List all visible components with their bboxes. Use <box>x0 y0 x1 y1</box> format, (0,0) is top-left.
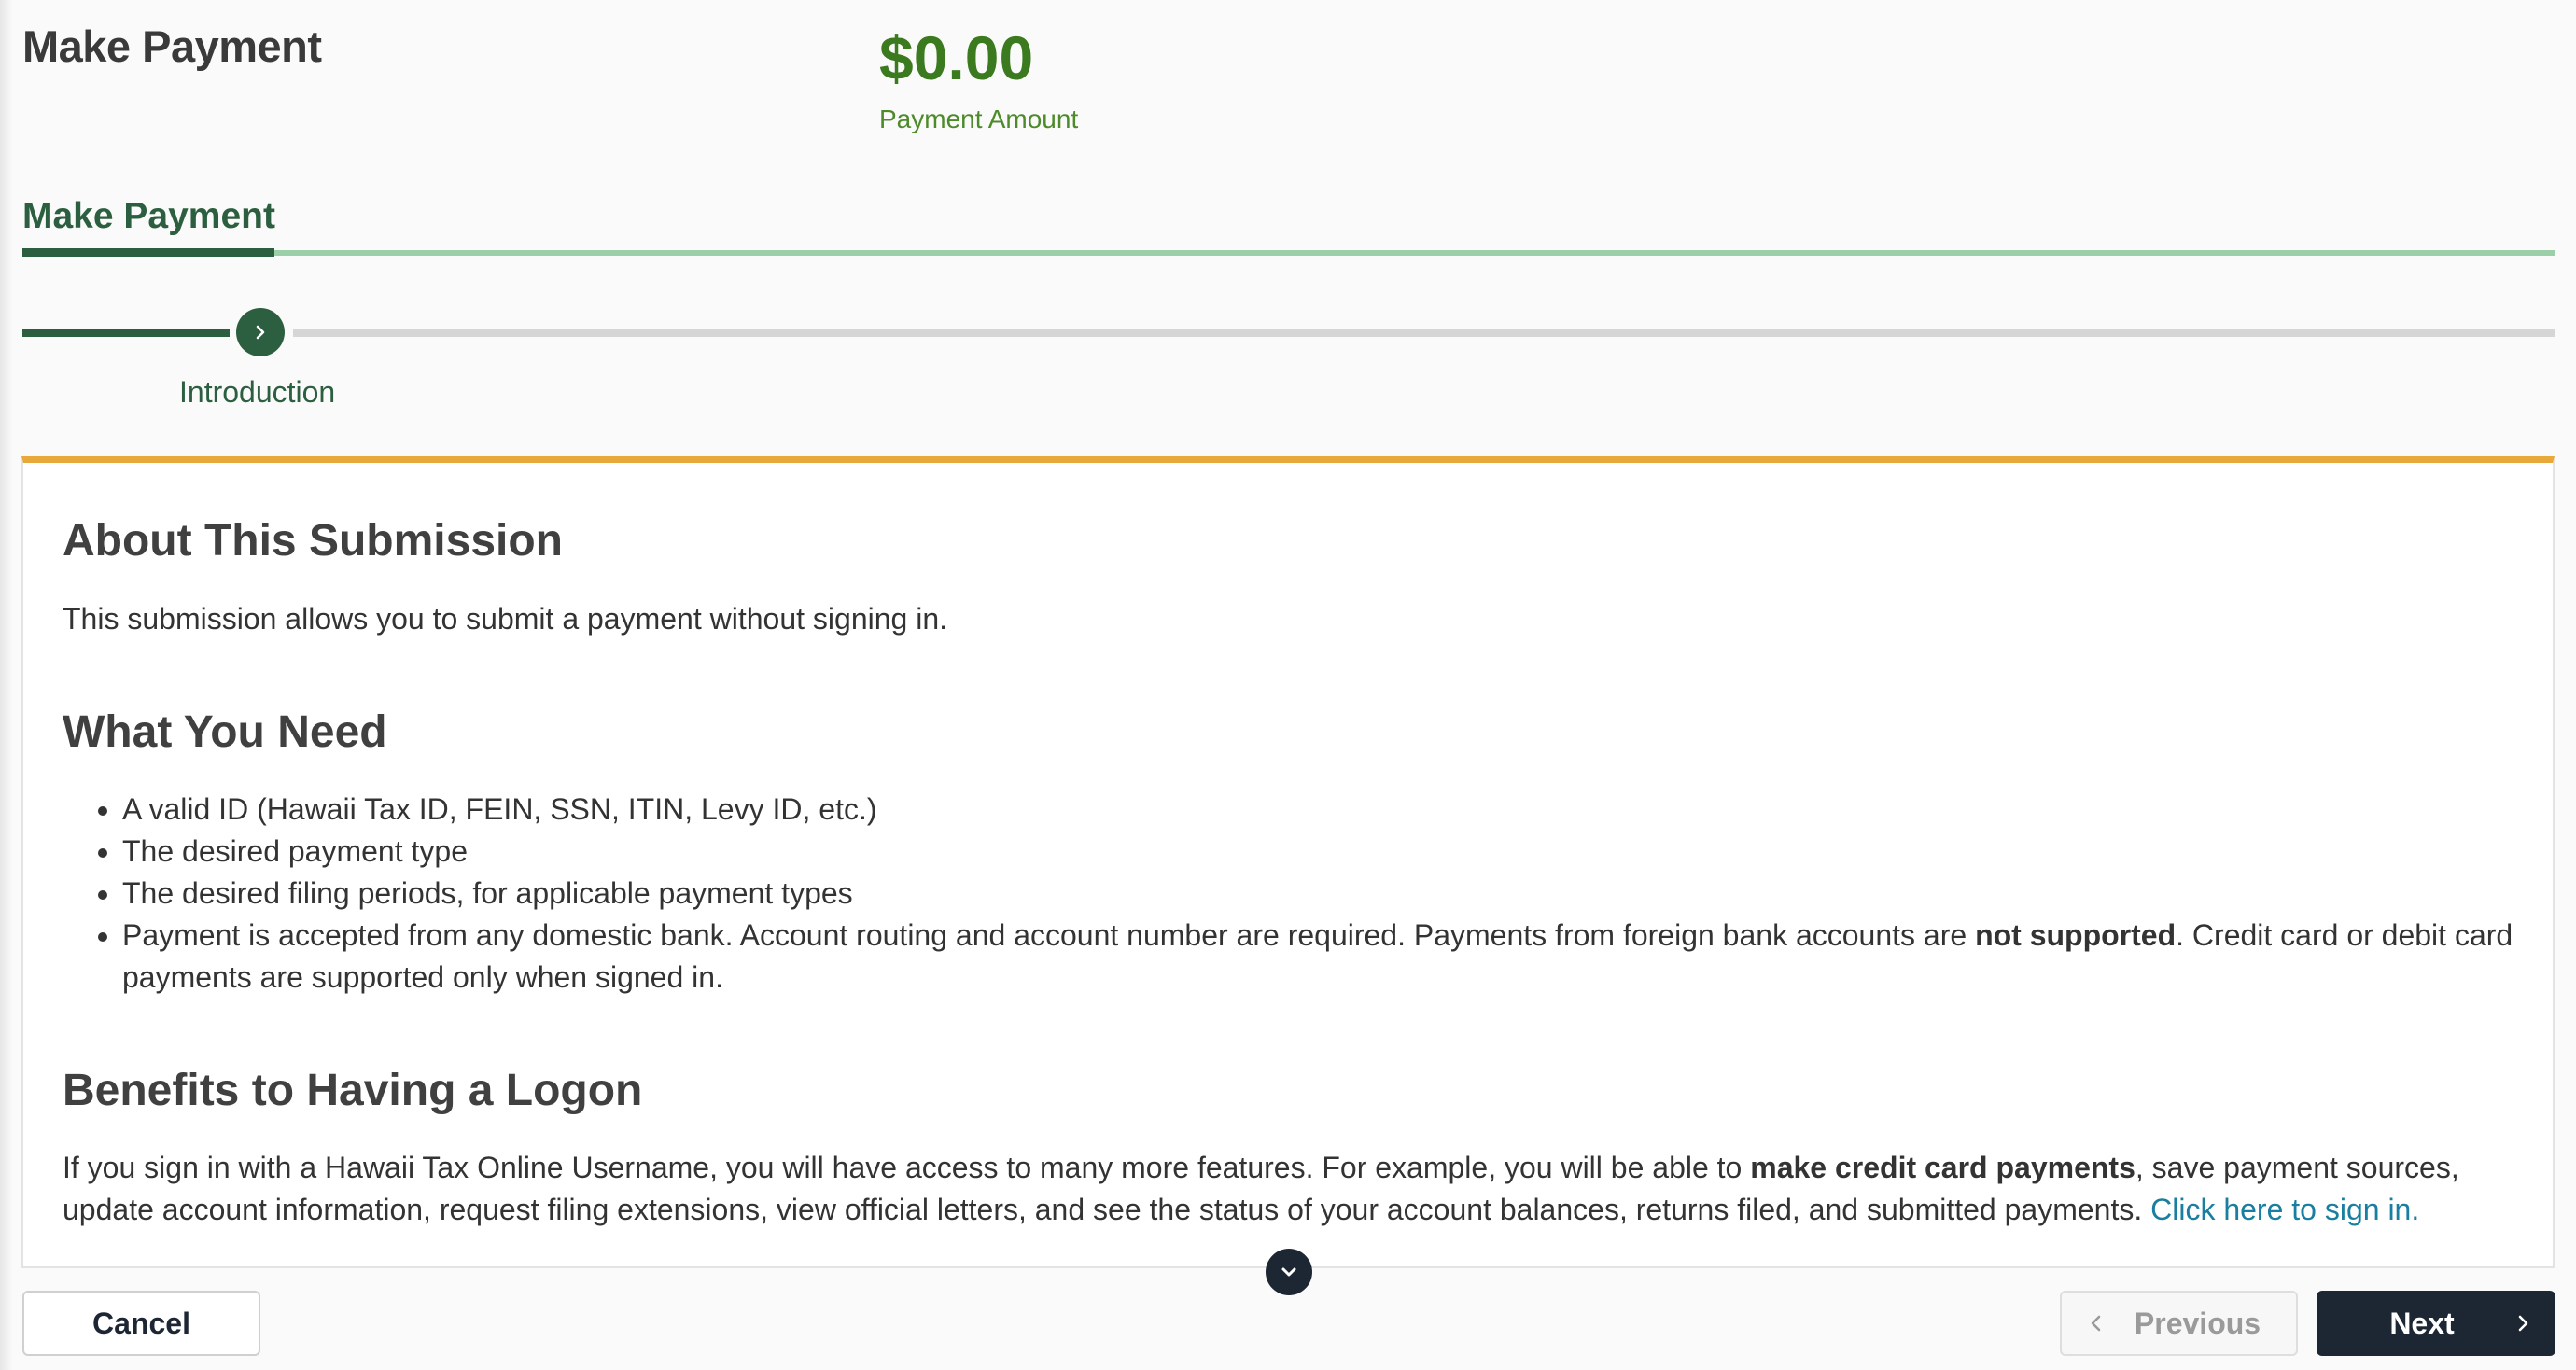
previous-button[interactable] <box>2060 1291 2298 1356</box>
chevron-left-icon <box>2088 1293 2105 1354</box>
emphasis-credit-card: make credit card payments <box>1750 1151 2135 1184</box>
requirements-list <box>63 789 2549 999</box>
sign-in-link[interactable]: Click here to sign in. <box>2150 1193 2420 1226</box>
chevron-down-icon <box>1279 1262 1299 1282</box>
emphasis-not-supported: not supported <box>1975 918 2177 952</box>
benefits-text-part: If you sign in with a Hawaii Tax Online Username, you will have access to many more features. For example, you will be able to <box>63 1151 1751 1184</box>
list-item: • The desired filing periods, for applicable payment types <box>122 873 2549 915</box>
list-item: • A valid ID (Hawaii Tax ID, FEIN, SSN, ITIN, Levy ID, etc.) <box>122 789 2549 831</box>
about-heading: About This Submission <box>63 516 563 566</box>
stepper-progress-remaining <box>293 329 2555 337</box>
previous-button-label: Previous <box>2134 1306 2261 1340</box>
left-edge-shadow <box>0 0 13 1370</box>
cancel-button-label: Cancel <box>92 1306 190 1340</box>
chevron-right-icon <box>2514 1291 2531 1356</box>
payment-amount-value: $0.00 <box>879 23 1034 92</box>
about-text: This submission allows you to submit a payment without signing in. <box>63 602 947 636</box>
what-you-need-heading: What You Need <box>63 707 387 757</box>
benefits-heading: Benefits to Having a Logon <box>63 1066 643 1115</box>
scroll-down-button[interactable] <box>1266 1249 1312 1295</box>
benefits-text <box>63 1147 2527 1231</box>
list-item-text: Payment is accepted from any domestic bank. Account routing and account number are required. Payments from foreign bank accounts are <box>122 918 1976 952</box>
introduction-panel <box>21 456 2555 1268</box>
stepper-progress-complete <box>22 329 230 337</box>
cancel-button[interactable] <box>22 1291 260 1356</box>
list-item: • The desired payment type <box>122 831 2549 873</box>
payment-amount-label: Payment Amount <box>879 105 1079 133</box>
step-introduction-marker[interactable] <box>236 308 285 356</box>
list-item <box>122 915 2549 999</box>
next-button[interactable] <box>2317 1291 2555 1356</box>
page-title: Make Payment <box>22 21 322 71</box>
tab-underline-active <box>22 248 274 257</box>
step-introduction-label[interactable]: Introduction <box>179 375 336 409</box>
list-item-text: . Credit card or debit card payments are supported only when signed in. <box>122 918 2513 994</box>
tab-underline <box>22 250 2555 256</box>
tab-make-payment[interactable]: Make Payment <box>22 196 275 236</box>
next-button-label: Next <box>2389 1306 2455 1340</box>
chevron-right-icon <box>252 324 269 341</box>
benefits-text-part: , save payment sources, update account information, request filing extensions, view official letters, and see the status of your account balances, returns filed, and submitted payments. <box>63 1151 2459 1226</box>
